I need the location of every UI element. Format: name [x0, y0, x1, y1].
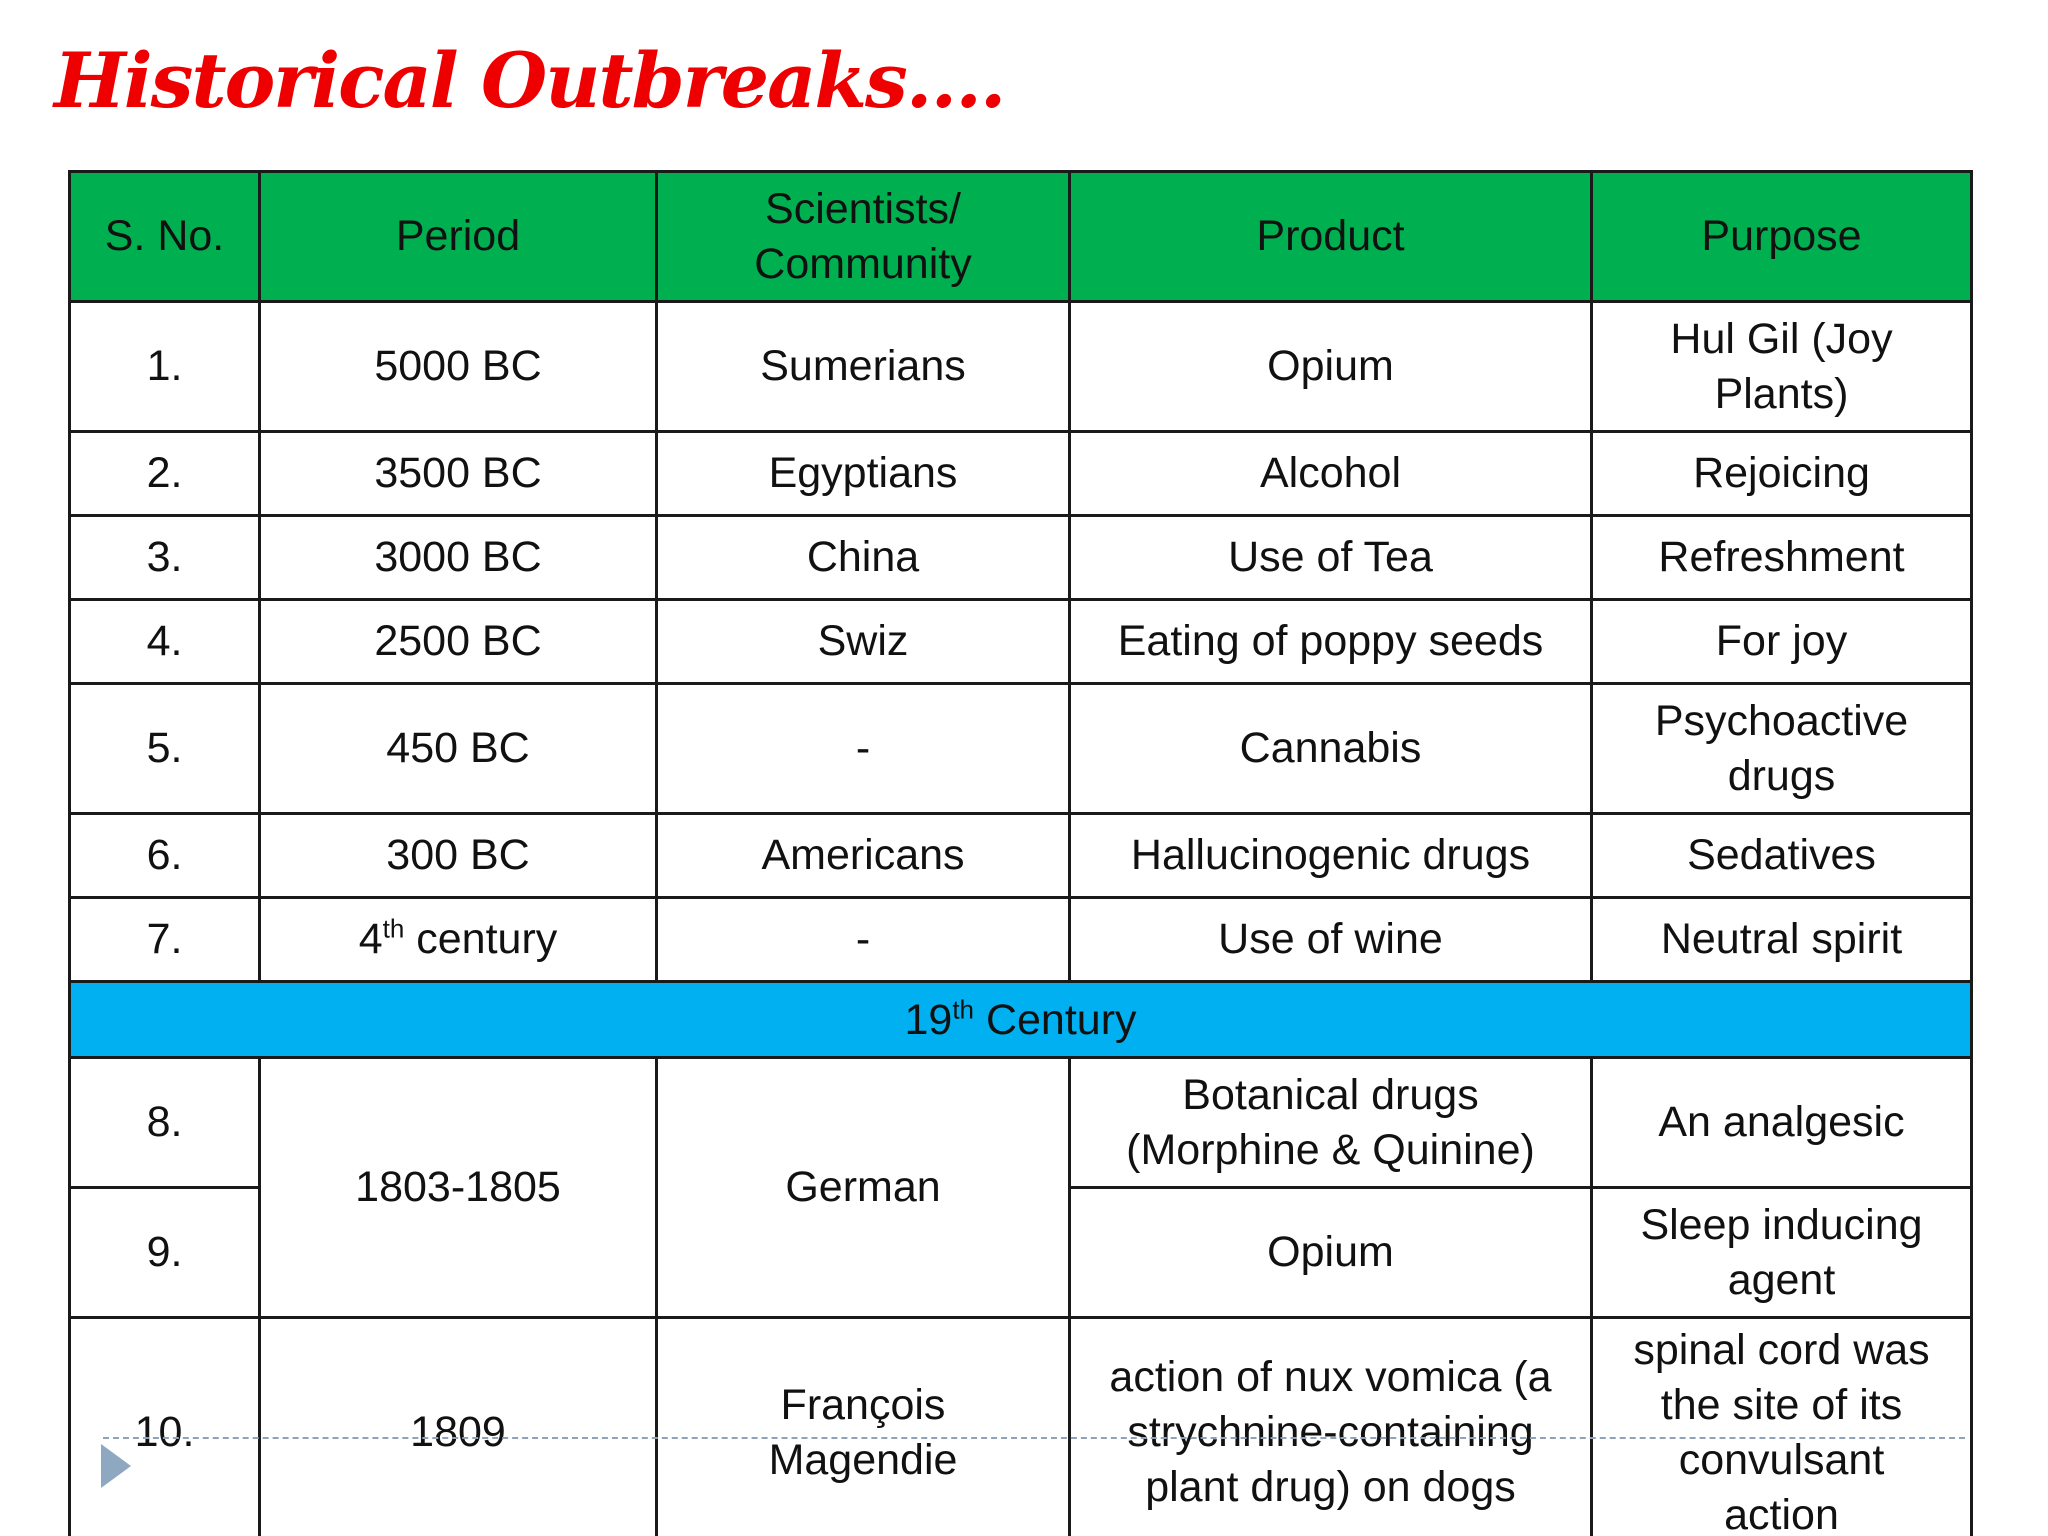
cell-period-ordinal: th: [382, 913, 405, 944]
table-row: [70, 516, 1972, 600]
cell-period: 3000 BC: [260, 516, 657, 600]
section-heading: [70, 982, 1972, 1058]
cell-period: 450 BC: [260, 684, 657, 814]
cell-product: Use of wine: [1070, 898, 1592, 982]
cell-purpose: [1592, 1318, 1972, 1536]
cell-purpose-line1: Psychoactive: [1654, 696, 1909, 745]
table-row: [70, 302, 1972, 432]
section-heading-number: 19: [904, 995, 953, 1044]
cell-sno: 10.: [70, 1318, 260, 1536]
cell-purpose: An analgesic: [1592, 1058, 1972, 1188]
header-sno: S. No.: [70, 172, 260, 302]
cell-period: 1803-1805: [260, 1058, 657, 1318]
cell-product: Opium: [1070, 302, 1592, 432]
cell-purpose: [1592, 1188, 1972, 1318]
cell-purpose: For joy: [1592, 600, 1972, 684]
cell-sno: 9.: [70, 1188, 260, 1318]
cell-period: 5000 BC: [260, 302, 657, 432]
header-period: Period: [260, 172, 657, 302]
cell-product: Cannabis: [1070, 684, 1592, 814]
cell-purpose-line1: spinal cord was: [1633, 1325, 1930, 1374]
cell-product: Eating of poppy seeds: [1070, 600, 1592, 684]
cell-community: China: [657, 516, 1070, 600]
cell-purpose: [1592, 302, 1972, 432]
cell-purpose-line2: Plants): [1714, 369, 1849, 418]
cell-product-line1: Botanical drugs: [1182, 1070, 1479, 1119]
cell-period: [260, 898, 657, 982]
footer-divider: [103, 1437, 1965, 1439]
cell-sno: 5.: [70, 684, 260, 814]
cell-sno: 6.: [70, 814, 260, 898]
header-community-line1: Scientists/: [765, 184, 961, 233]
cell-community-line1: François: [780, 1380, 946, 1429]
cell-period-number: 4: [358, 915, 383, 963]
cell-period: 2500 BC: [260, 600, 657, 684]
header-community: [657, 172, 1070, 302]
table-row: [70, 1318, 1972, 1536]
section-heading-ordinal: th: [952, 994, 974, 1025]
cell-product: Use of Tea: [1070, 516, 1592, 600]
cell-community-line2: Magendie: [768, 1435, 958, 1484]
cell-period: 3500 BC: [260, 432, 657, 516]
outbreaks-table: [68, 170, 1973, 1536]
cell-purpose: Neutral spirit: [1592, 898, 1972, 982]
cell-product: Alcohol: [1070, 432, 1592, 516]
table-row: [70, 432, 1972, 516]
cell-community: [657, 1318, 1070, 1536]
cell-period: 300 BC: [260, 814, 657, 898]
table-header-row: [70, 172, 1972, 302]
table-row: [70, 1058, 1972, 1188]
cell-product-line2: strychnine-containing: [1127, 1408, 1534, 1456]
cell-product: [1070, 1058, 1592, 1188]
cell-sno: 3.: [70, 516, 260, 600]
cell-purpose-line4: action: [1724, 1490, 1839, 1536]
cell-product-line1: action of nux vomica (a: [1109, 1353, 1552, 1401]
cell-purpose-line2: drugs: [1727, 751, 1836, 800]
cell-period-suffix: century: [404, 915, 558, 963]
cell-community: German: [657, 1058, 1070, 1318]
cell-purpose-line1: Sleep inducing: [1640, 1200, 1923, 1249]
cell-community: Swiz: [657, 600, 1070, 684]
cell-product: Opium: [1070, 1188, 1592, 1318]
cell-period: 1809: [260, 1318, 657, 1536]
cell-community: Egyptians: [657, 432, 1070, 516]
section-row-19th-century: [70, 982, 1972, 1058]
cell-purpose: Rejoicing: [1592, 432, 1972, 516]
cell-purpose: Sedatives: [1592, 814, 1972, 898]
cell-purpose-line2: agent: [1727, 1255, 1836, 1304]
cell-community: Sumerians: [657, 302, 1070, 432]
cell-sno: 8.: [70, 1058, 260, 1188]
cell-sno: 1.: [70, 302, 260, 432]
cell-sno: 2.: [70, 432, 260, 516]
cell-community: Americans: [657, 814, 1070, 898]
cell-purpose-line2: the site of its: [1660, 1380, 1903, 1429]
header-product: Product: [1070, 172, 1592, 302]
table-row: [70, 600, 1972, 684]
table-row: [70, 898, 1972, 982]
cell-product-line3: plant drug) on dogs: [1145, 1463, 1516, 1511]
header-purpose: Purpose: [1592, 172, 1972, 302]
cell-purpose-line3: convulsant: [1678, 1435, 1885, 1484]
table-row: [70, 684, 1972, 814]
cell-product: Hallucinogenic drugs: [1070, 814, 1592, 898]
cell-sno: 4.: [70, 600, 260, 684]
cell-product-line2: (Morphine & Quinine): [1126, 1125, 1535, 1174]
cell-purpose-line1: Hul Gil (Joy: [1670, 314, 1893, 363]
header-community-line2: Community: [754, 239, 972, 288]
cell-community: -: [657, 898, 1070, 982]
table-row: [70, 814, 1972, 898]
cell-purpose: [1592, 684, 1972, 814]
section-heading-suffix: Century: [974, 995, 1137, 1044]
play-arrow-icon[interactable]: [101, 1444, 131, 1488]
slide-title: Historical Outbreaks….: [54, 36, 1005, 125]
cell-sno: 7.: [70, 898, 260, 982]
cell-community: -: [657, 684, 1070, 814]
cell-purpose: Refreshment: [1592, 516, 1972, 600]
cell-product: [1070, 1318, 1592, 1536]
